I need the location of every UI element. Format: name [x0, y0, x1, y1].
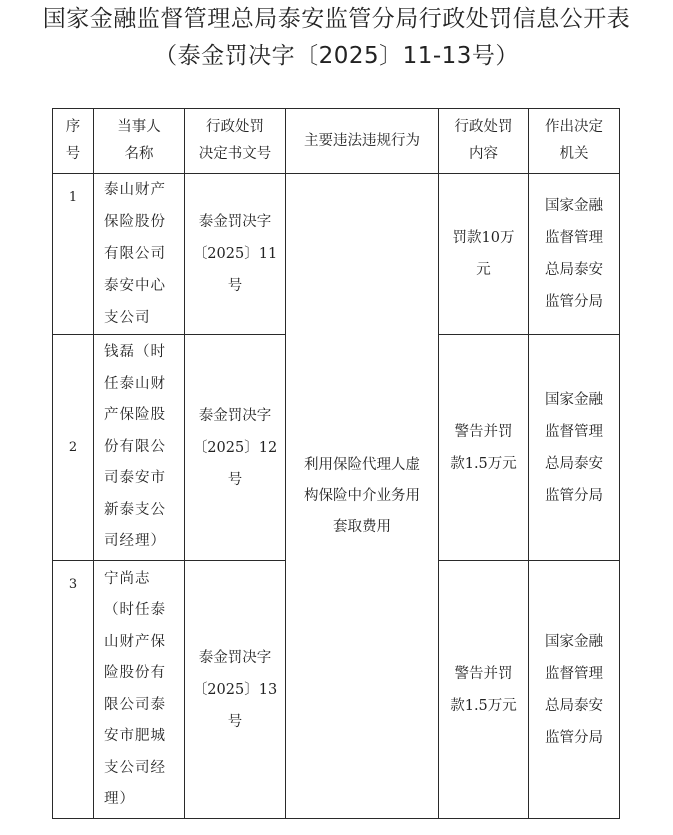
header-violation — [286, 109, 439, 174]
party-line: 泰山财产 — [104, 182, 166, 198]
penalty-line: 警告并罚 — [454, 423, 513, 440]
doc-line: 〔2025〕12 — [192, 439, 278, 456]
authority-line: 监管分局 — [545, 294, 603, 310]
party-line: 产保险股 — [104, 407, 166, 424]
party-line: 安市肥城 — [104, 728, 166, 744]
authority-line: 监管分局 — [545, 487, 603, 504]
row-seq: 2 — [53, 335, 94, 561]
header-seq-line: 序 — [65, 119, 81, 135]
authority-line: 监督管理 — [545, 423, 603, 440]
header-doc-line: 决定书文号 — [198, 146, 272, 162]
header-party — [94, 109, 185, 174]
authority-line: 国家金融 — [545, 391, 603, 408]
authority-line: 国家金融 — [545, 633, 603, 650]
penalty-line: 元 — [476, 262, 491, 278]
violation-line: 利用保险代理人虚 — [304, 456, 420, 473]
row-doc — [185, 561, 286, 819]
doc-line: 泰金罚决字 — [198, 649, 272, 666]
row-authority — [529, 335, 620, 561]
page-subtitle: （泰金罚决字〔2025〕11-13号） — [154, 43, 519, 69]
row-doc — [185, 174, 286, 335]
doc-line: 号 — [227, 713, 243, 730]
authority-line: 总局泰安 — [545, 697, 603, 714]
penalty-line: 款1.5万元 — [450, 455, 517, 472]
party-line: 份有限公 — [104, 438, 166, 455]
violation-line: 构保险中介业务用 — [304, 487, 420, 504]
penalty-line: 警告并罚 — [454, 665, 513, 682]
header-penalty-line: 内容 — [469, 146, 498, 162]
row-party — [94, 174, 185, 335]
violation-line: 套取费用 — [333, 518, 391, 535]
row-penalty — [439, 335, 529, 561]
authority-line: 国家金融 — [545, 198, 603, 214]
header-penalty — [439, 109, 529, 174]
row-authority — [529, 174, 620, 335]
row-penalty — [439, 561, 529, 819]
header-authority — [529, 109, 620, 174]
page-title: 国家金融监督管理总局泰安监管分局行政处罚信息公开表 — [42, 6, 631, 32]
party-line: 新泰支公 — [104, 501, 166, 518]
penalty-line: 罚款10万 — [452, 230, 515, 246]
row-penalty — [439, 174, 529, 335]
doc-line: 号 — [227, 278, 243, 294]
header-party-line: 当事人 — [117, 119, 161, 135]
header-penalty-line: 行政处罚 — [454, 119, 513, 135]
table-header-row — [53, 109, 620, 174]
party-line: 理） — [104, 791, 135, 807]
row-seq: 3 — [53, 561, 94, 819]
authority-line: 总局泰安 — [545, 262, 603, 278]
party-line: 险股份有 — [104, 665, 166, 681]
header-party-line: 名称 — [124, 146, 154, 162]
header-violation-line: 主要违法违规行为 — [304, 132, 420, 149]
header-authority-line: 机关 — [559, 146, 589, 162]
party-line: 保险股份 — [104, 214, 166, 230]
header-seq-line: 号 — [65, 146, 81, 162]
doc-line: 泰金罚决字 — [198, 214, 272, 230]
penalty-line: 款1.5万元 — [450, 697, 517, 714]
header-seq — [53, 109, 94, 174]
header-authority-line: 作出决定 — [545, 119, 603, 135]
party-line: 任泰山财 — [104, 375, 166, 392]
penalty-table — [52, 108, 620, 819]
party-line: 泰安中心 — [104, 278, 166, 294]
authority-line: 总局泰安 — [545, 455, 603, 472]
doc-line: 号 — [227, 471, 243, 488]
row-doc — [185, 335, 286, 561]
row-party — [94, 335, 185, 561]
party-line: 司经理） — [104, 533, 166, 550]
party-line: 宁尚志 — [104, 570, 151, 587]
header-doc-line: 行政处罚 — [206, 119, 264, 135]
table-row — [53, 174, 620, 335]
party-line: 支公司经 — [104, 759, 166, 776]
party-line: 支公司 — [104, 310, 151, 326]
party-line: （时任泰 — [104, 602, 166, 618]
party-line: 钱磊（时 — [104, 344, 166, 361]
party-line: 山财产保 — [104, 633, 166, 650]
doc-line: 〔2025〕13 — [192, 681, 278, 698]
authority-line: 监督管理 — [545, 665, 603, 682]
party-line: 有限公司 — [104, 246, 166, 262]
party-line: 限公司泰 — [104, 696, 166, 713]
header-doc — [185, 109, 286, 174]
authority-line: 监督管理 — [545, 230, 603, 246]
party-line: 司泰安市 — [104, 470, 166, 487]
row-authority — [529, 561, 620, 819]
authority-line: 监管分局 — [545, 729, 603, 746]
doc-line: 〔2025〕11 — [192, 246, 278, 262]
doc-line: 泰金罚决字 — [198, 407, 272, 424]
shared-violation — [286, 174, 439, 819]
row-party — [94, 561, 185, 819]
row-seq: 1 — [53, 174, 94, 335]
